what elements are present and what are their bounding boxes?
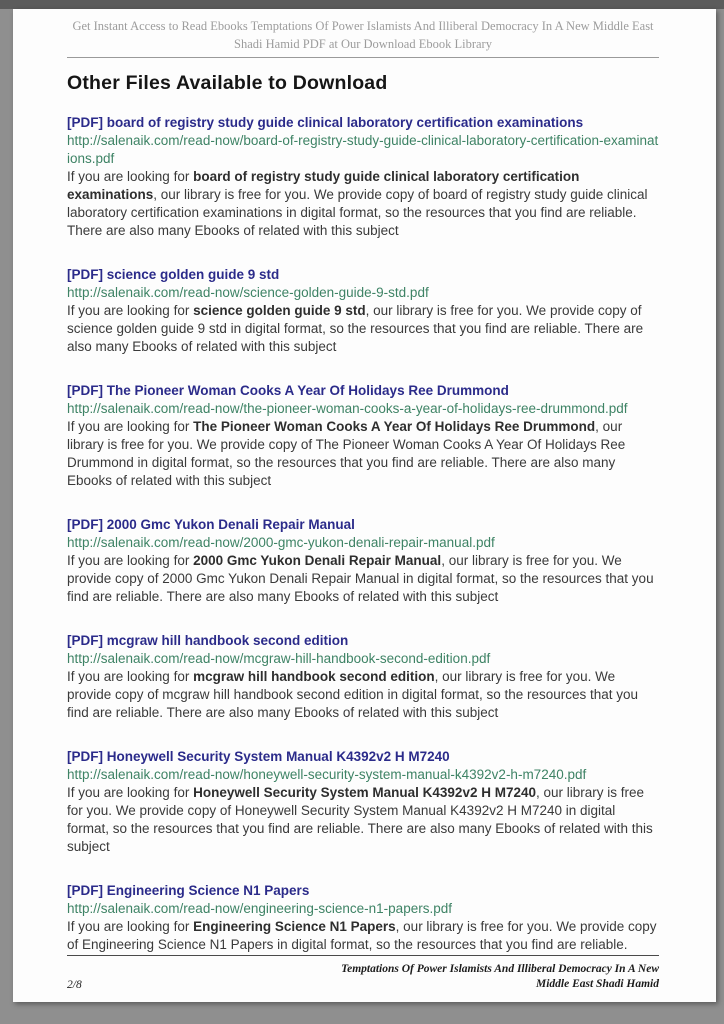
footer-title-line1: Temptations Of Power Islamists And Illiberal Democracy In A New [341, 963, 659, 975]
pdf-page [13, 9, 716, 1002]
desc-prefix: If you are looking for [67, 553, 194, 568]
pdf-title-link[interactable]: [PDF] science golden guide 9 std [67, 267, 280, 282]
desc-suffix: , our library is free for you. We provide copy of 2000 Gmc Yukon Denali Repair Manual in digital format, so the resources that you find are reliable. There are also many Ebooks of related with this subject [67, 553, 654, 604]
desc-prefix: If you are looking for [67, 919, 194, 934]
pdf-url-link[interactable]: http://salenaik.com/read-now/2000-gmc-yukon-denali-repair-manual.pdf [67, 535, 495, 550]
entry-description [67, 418, 659, 490]
entry-description [67, 668, 659, 722]
desc-suffix: , our library is free for you. We provide copy of mcgraw hill handbook second edition in digital format, so the resources that you find are reliable. There are also many Ebooks of related with this subject [67, 669, 639, 720]
pdf-title-link[interactable]: [PDF] Honeywell Security System Manual K4392v2 H M7240 [67, 749, 450, 764]
desc-bold-title: board of registry study guide clinical laboratory certification examinations [67, 169, 580, 202]
page-number: 2/8 [67, 979, 82, 991]
desc-suffix: , our library is free for you. We provide copy of science golden guide 9 std in digital format, so the resources that you find are reliable. There are also many Ebooks of related with this subject [67, 303, 644, 354]
page-title: Other Files Available to Download [67, 72, 388, 94]
desc-bold-title: Honeywell Security System Manual K4392v2 H M7240 [193, 785, 536, 800]
download-entry [67, 632, 659, 722]
header-divider [67, 57, 659, 58]
pdf-title-link[interactable]: [PDF] The Pioneer Woman Cooks A Year Of Holidays Ree Drummond [67, 383, 509, 398]
pdf-title-link[interactable]: [PDF] 2000 Gmc Yukon Denali Repair Manual [67, 517, 355, 532]
desc-suffix: , our library is free for you. We provide copy of Engineering Science N1 Papers in digital format, so the resources that you find are reliable. [67, 919, 657, 952]
desc-suffix: , our library is free for you. We provide copy of board of registry study guide clinical laboratory certification examinations in digital format, so the resources that you find are reliable. There are also many Ebooks of related with this subject [67, 187, 648, 238]
download-entry [67, 882, 659, 954]
download-entry [67, 382, 659, 490]
page-footer [67, 955, 659, 992]
desc-bold-title: The Pioneer Woman Cooks A Year Of Holidays Ree Drummond [193, 419, 596, 434]
entry-description [67, 168, 659, 240]
desc-bold-title: science golden guide 9 std [193, 303, 366, 318]
download-entries-list [67, 114, 659, 954]
desc-prefix: If you are looking for [67, 169, 194, 184]
entry-description [67, 552, 659, 606]
desc-prefix: If you are looking for [67, 785, 194, 800]
footer-divider [67, 955, 659, 956]
running-header [67, 17, 659, 53]
pdf-url-link[interactable]: http://salenaik.com/read-now/the-pioneer-woman-cooks-a-year-of-holidays-ree-drummond.pdf [67, 401, 628, 416]
running-header-line2: Shadi Hamid PDF at Our Download Ebook Library [234, 37, 492, 51]
desc-bold-title: 2000 Gmc Yukon Denali Repair Manual [193, 553, 442, 568]
desc-prefix: If you are looking for [67, 669, 194, 684]
desc-prefix: If you are looking for [67, 419, 194, 434]
pdf-url-link[interactable]: http://salenaik.com/read-now/board-of-registry-study-guide-clinical-laboratory-certification-examinations.pdf [67, 133, 659, 166]
entry-description [67, 302, 659, 356]
running-header-line1: Get Instant Access to Read Ebooks Temptations Of Power Islamists And Illiberal Democracy In A New Middle East [72, 19, 654, 33]
download-entry [67, 266, 659, 356]
desc-prefix: If you are looking for [67, 303, 194, 318]
download-entry [67, 748, 659, 856]
pdf-url-link[interactable]: http://salenaik.com/read-now/science-golden-guide-9-std.pdf [67, 285, 429, 300]
pdf-url-link[interactable]: http://salenaik.com/read-now/honeywell-security-system-manual-k4392v2-h-m7240.pdf [67, 767, 587, 782]
entry-description [67, 918, 659, 954]
footer-title-line2: Middle East Shadi Hamid [535, 978, 659, 990]
desc-bold-title: Engineering Science N1 Papers [193, 919, 396, 934]
footer-book-title [341, 962, 659, 992]
viewer-top-strip [0, 0, 724, 9]
download-entry [67, 516, 659, 606]
desc-suffix: , our library is free for you. We provide copy of The Pioneer Woman Cooks A Year Of Holidays Ree Drummond in digital format, so the resources that you find are reliable. There are also many Ebooks of related with this subject [67, 419, 626, 488]
pdf-title-link[interactable]: [PDF] mcgraw hill handbook second edition [67, 633, 349, 648]
pdf-title-link[interactable]: [PDF] Engineering Science N1 Papers [67, 883, 310, 898]
desc-suffix: , our library is free for you. We provide copy of Honeywell Security System Manual K4392v2 H M7240 in digital format, so the resources that you find are reliable. There are also many Ebooks of related with this subject [67, 785, 653, 854]
entry-description [67, 784, 659, 856]
download-entry [67, 114, 659, 240]
desc-bold-title: mcgraw hill handbook second edition [193, 669, 435, 684]
pdf-url-link[interactable]: http://salenaik.com/read-now/mcgraw-hill-handbook-second-edition.pdf [67, 651, 491, 666]
pdf-title-link[interactable]: [PDF] board of registry study guide clinical laboratory certification examinations [67, 115, 584, 130]
pdf-url-link[interactable]: http://salenaik.com/read-now/engineering-science-n1-papers.pdf [67, 901, 452, 916]
